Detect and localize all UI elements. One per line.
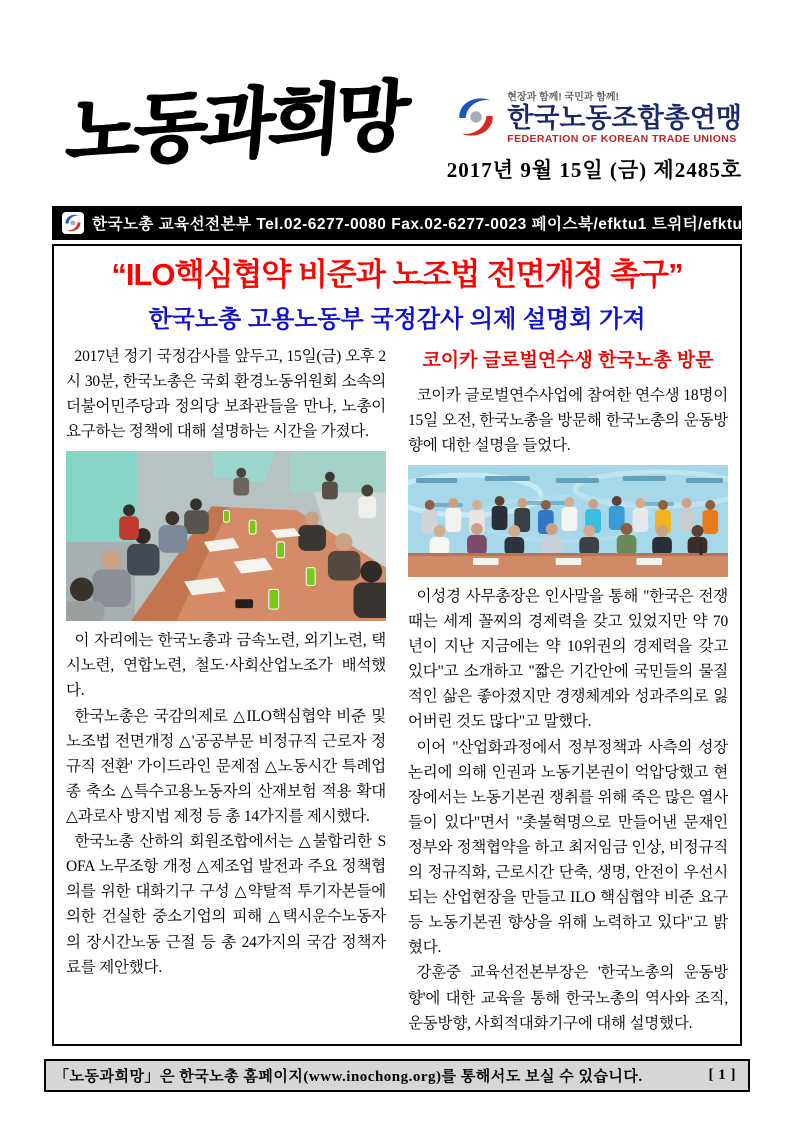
paragraph: 이 자리에는 한국노총과 금속노련, 외기노련, 택시노련, 연합노련, 철도·사회산업노조가 배석했다. xyxy=(66,632,386,700)
masthead xyxy=(52,70,742,200)
meeting-photo xyxy=(66,451,386,621)
org-slogan: 현장과 함께! 국민과 함께! xyxy=(507,92,619,103)
paragraph: 이어 "산업화과정에서 정부정책과 사측의 성장논리에 의해 인권과 노동기본권이 억압당했고 현장에서는 노동기본권 쟁취를 위해 죽은 많은 열사들이 있다"면서 "촛불혁명으로 만들어낸 문재인 정부와 정책협약을 하고 최저임금 인상, 비정규직의 정규직화, 근로시간 단축, 생명, 안전이 우선시 되는 산업현장을 만들고 ILO 핵심협약 비준 요구 등 노동기본권 향상을 위해 노력하고 있다"고 밝혔다. xyxy=(408,738,728,957)
paragraph: 2017년 정기 국정감사를 앞두고, 15일(금) 오후 2시 30분, 한국노총은 국회 환경노동위원회 소속의 더불어민주당과 정의당 보좌관들을 만나, 노총이 요구하는 정책에 대해 설명하는 시간을 가졌다. xyxy=(66,347,386,441)
paragraph: 코이카 글로벌연수사업에 참여한 연수생 18명이 15일 오전, 한국노총을 방문해 한국노총의 운동방향에 대한 설명을 들었다. xyxy=(408,386,728,454)
fktu-mini-logo-icon xyxy=(62,212,84,234)
sub-headline: 한국노총 고용노동부 국정감사 의제 설명회 가져 xyxy=(148,305,646,333)
left-column xyxy=(66,344,386,1036)
section-heading: 코이카 글로벌연수생 한국노총 방문 xyxy=(422,349,714,371)
footer-bar xyxy=(44,1059,750,1092)
issue-date-line: 2017년 9월 15일 (금) 제2485호 xyxy=(446,158,742,183)
paragraph: 강훈중 교육선전본부장은 '한국노총의 운동방향'에 대한 교육을 통해 한국노총의 역사와 조직, 운동방향, 사회적대화기구에 대해 설명했다. xyxy=(408,964,728,1032)
paragraph: 이성경 사무총장은 인사말을 통해 "한국은 전쟁때는 세계 꼴찌의 경제력을 갖고 있었지만 약 70년이 지난 지금에는 약 10위권의 경제력을 갖고 있다"고 소개하고 "짧은 기간안에 국민들의 물질적인 삶은 좋아졌지만 경쟁체계와 성과주의로 잃어버린 것도 많다"고 말했다. xyxy=(408,587,728,731)
main-headline: “ILO핵심협약 비준과 노조법 전면개정 촉구” xyxy=(111,257,683,292)
fktu-logo-icon xyxy=(451,92,501,142)
article-columns xyxy=(62,344,732,1036)
newsletter-title-logo: 노동과희망 xyxy=(62,70,406,178)
footer-text: 「노동과희망」은 한국노총 홈페이지(www.inochong.org)를 통해서도 보실 수 있습니다. xyxy=(54,1068,643,1085)
article-box xyxy=(52,244,742,1046)
org-name-english: FEDERATION OF KOREAN TRADE UNIONS xyxy=(507,133,737,146)
group-photo xyxy=(408,465,728,577)
paragraph: 한국노총은 국감의제로 △ILO핵심협약 비준 및 노조법 전면개정 △'공공부문 비정규직 근로자 정규직 전환' 가이드라인 문제점 △노동시간 특례업종 축소 △특수고용노동자의 산재보험 적용 확대 △과로사 방지법 제정 등 총 14가지를 제시했다. xyxy=(66,707,386,825)
org-name-korean: 한국노동조합총연맹 xyxy=(507,103,742,133)
contact-text: 한국노총 교육선전본부 Tel.02-6277-0080 Fax.02-6277-0023 페이스북/efktu1 트위터/efktu xyxy=(92,216,743,233)
org-block xyxy=(438,88,742,184)
contact-bar xyxy=(52,206,742,240)
paragraph: 한국노총 산하의 회원조합에서는 △불합리한 SOFA 노무조항 개정 △제조업 발전과 주요 정책협의를 위한 대화기구 구성 △약탈적 투기자본들에 의한 건실한 중소기업의 피해 △택시운수노동자의 장시간노동 근절 등 총 24가지의 국감 정책자료를 제안했다. xyxy=(66,833,386,976)
right-column xyxy=(408,344,728,1036)
page-number: [ 1 ] xyxy=(708,1066,736,1083)
